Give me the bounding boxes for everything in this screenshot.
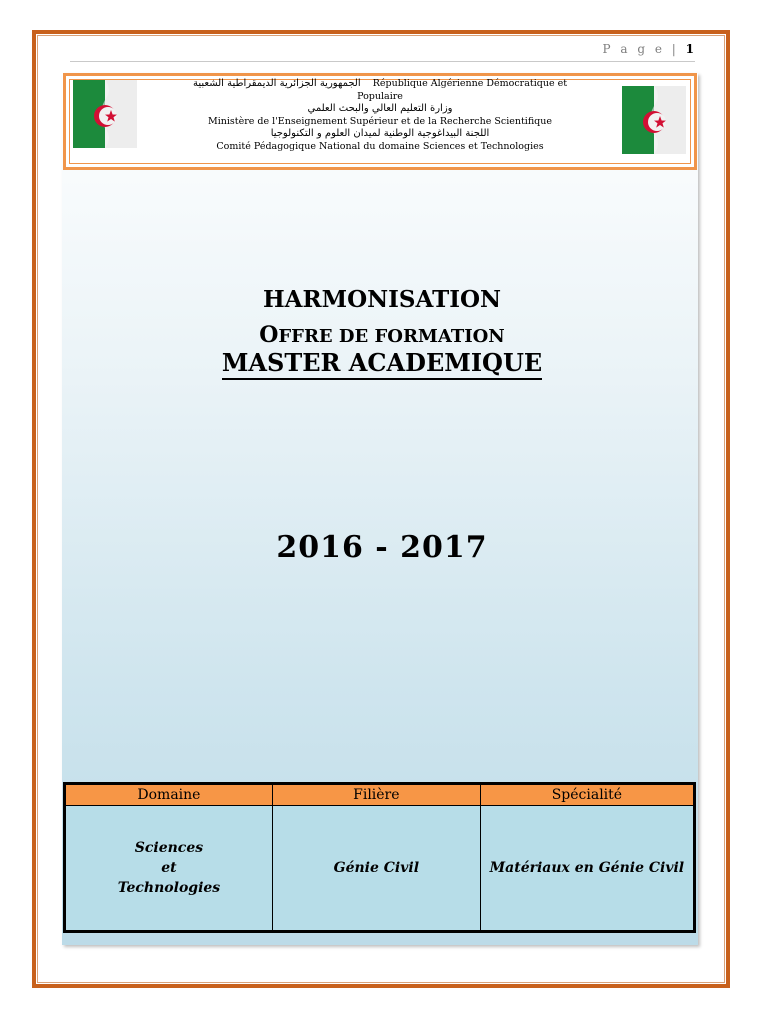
cell-specialite: Matériaux en Génie Civil	[480, 806, 694, 932]
title-offre-initial: O	[259, 322, 279, 348]
header-filiere: Filière	[272, 784, 480, 806]
header-specialite: Spécialité	[480, 784, 694, 806]
title-harmonisation: HARMONISATION	[262, 286, 502, 313]
header-rule	[70, 61, 695, 62]
institution-header-text	[150, 78, 610, 153]
page-number	[603, 42, 695, 56]
committee-arabic: اللجنة البيداغوجية الوطنية لميدان العلوم و التكنولوجيا	[270, 128, 490, 139]
domaine-line: Technologies	[117, 880, 221, 896]
title-offre-de-formation	[62, 322, 702, 348]
ministry-french: Ministère de l'Enseignement Supérieur et de la Recherche Scientifique	[208, 115, 552, 127]
title-master-academique-text: MASTER ACADEMIQUE	[222, 348, 542, 380]
cell-domaine	[65, 806, 273, 932]
title-master-academique	[62, 348, 702, 377]
header-domaine: Domaine	[65, 784, 273, 806]
republic-french-line2: Populaire	[357, 90, 403, 102]
title-offre-rest: FFRE DE FORMATION	[278, 326, 505, 347]
algeria-flag-icon	[73, 80, 137, 148]
domaine-line: et	[161, 860, 177, 876]
algeria-flag-icon	[622, 86, 686, 154]
republic-line	[150, 78, 610, 91]
republic-french: République Algérienne Démocratique et	[372, 78, 568, 89]
program-info-table	[63, 782, 696, 933]
ministry-arabic: وزارة التعليم العالي والبحث العلمي	[307, 103, 453, 114]
republic-arabic: الجمهورية الجزائرية الديمقراطية الشعبية	[192, 78, 361, 89]
domaine-line: Sciences	[134, 840, 204, 856]
table-row	[65, 806, 695, 932]
cell-filiere: Génie Civil	[272, 806, 480, 932]
academic-year: 2016 - 2017	[276, 530, 488, 565]
committee-french: Comité Pédagogique National du domaine Sciences et Technologies	[216, 140, 544, 152]
page-number-value: 1	[685, 42, 694, 56]
page-label: P a g e |	[602, 42, 679, 56]
table-header-row	[65, 784, 695, 806]
